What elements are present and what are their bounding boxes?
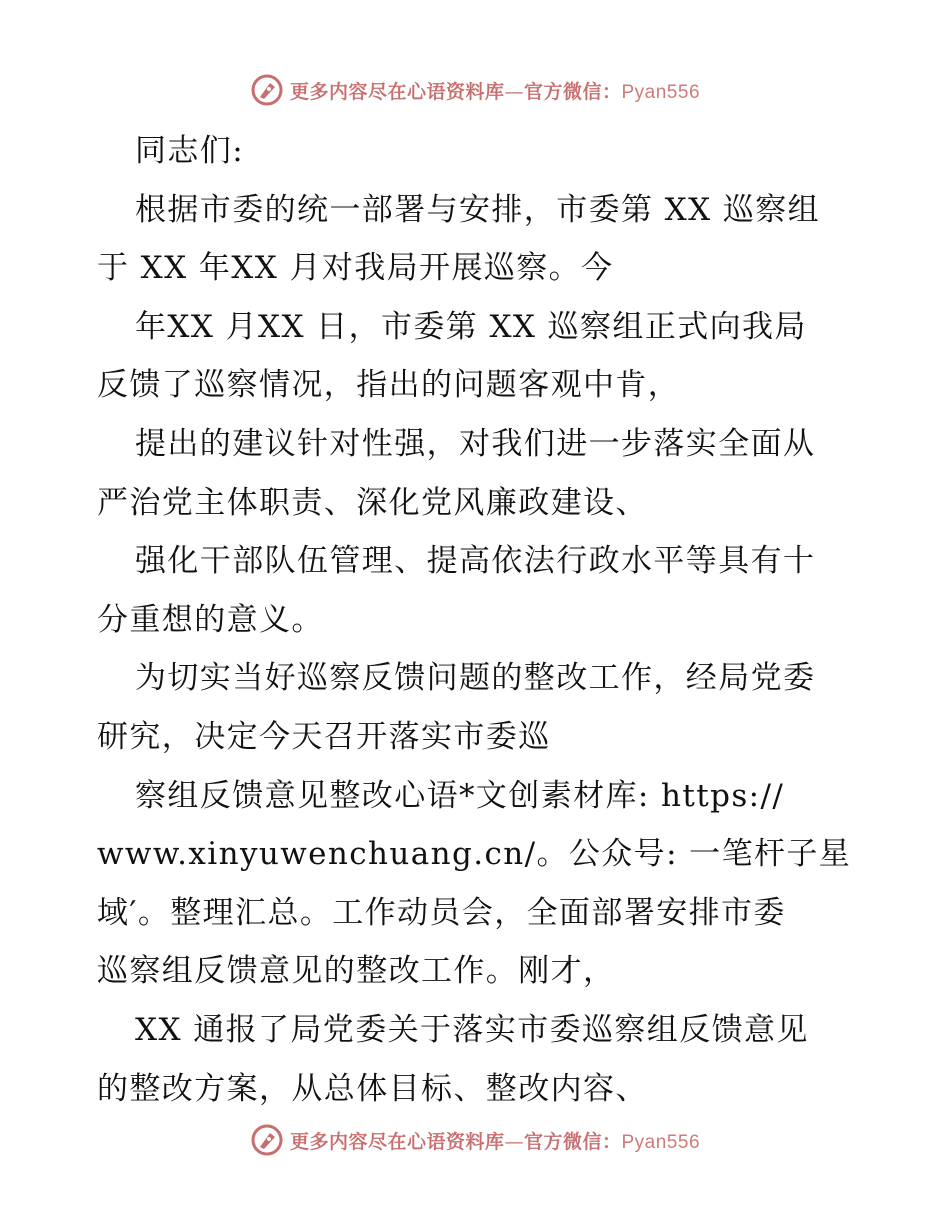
body-line: 为切实当好巡察反馈问题的整改工作，经局党委 [135,660,816,697]
body-line: 察组反馈意见整改心语*文创素材库: https:// [135,777,785,814]
body-line: 反馈了巡察情况，指出的问题客观中肯， [97,367,681,404]
body-line: www.xinyuwenchuang.cn/。公众号: 一笔杆子星 [97,836,852,873]
banner-wechat-id: Pyan556 [621,81,701,103]
body-line: 研究，决定今天召开落实市委巡 [97,718,551,755]
body-line: 域′。整理汇总。工作动员会，全面部署安排市委 [97,894,786,931]
body-line: XX 通报了局党委关于落实市委巡察组反馈意见 [135,1011,809,1048]
body-line: 分重想的意义。 [97,601,324,638]
banner-main-text: 更多内容尽在心语资料库 [289,1130,505,1153]
footer-banner [0,1118,950,1162]
pen-nib-logo-icon [250,73,284,107]
banner-official-label: 官方微信： [523,1130,622,1153]
body-line: 根据市委的统一部署与安排，市委第 XX 巡察组 [135,191,821,228]
document-body [97,122,857,1118]
body-line: 同志们: [135,133,245,169]
banner-text [290,77,700,104]
body-line: 强化干部队伍管理、提高依法行政水平等具有十 [135,543,816,580]
body-line: 年XX 月XX 日，市委第 XX 巡察组正式向我局 [135,308,807,345]
header-banner [0,68,950,112]
pen-nib-logo-icon [250,1123,284,1157]
banner-text [290,1127,700,1154]
banner-main-text: 更多内容尽在心语资料库 [289,80,505,103]
banner-separator: — [504,80,524,103]
body-line: 严治党主体职责、深化党风廉政建设、 [97,484,648,521]
body-line: 提出的建议针对性强，对我们进一步落实全面从 [135,425,816,462]
body-line: 于 XX 年XX 月对我局开展巡察。今 [97,250,614,287]
banner-wechat-id: Pyan556 [621,1131,701,1153]
body-line: 的整改方案，从总体目标、整改内容、 [97,1070,648,1107]
body-line: 巡察组反馈意见的整改工作。刚才， [97,953,616,990]
banner-official-label: 官方微信： [523,80,622,103]
banner-separator: — [504,1130,524,1153]
